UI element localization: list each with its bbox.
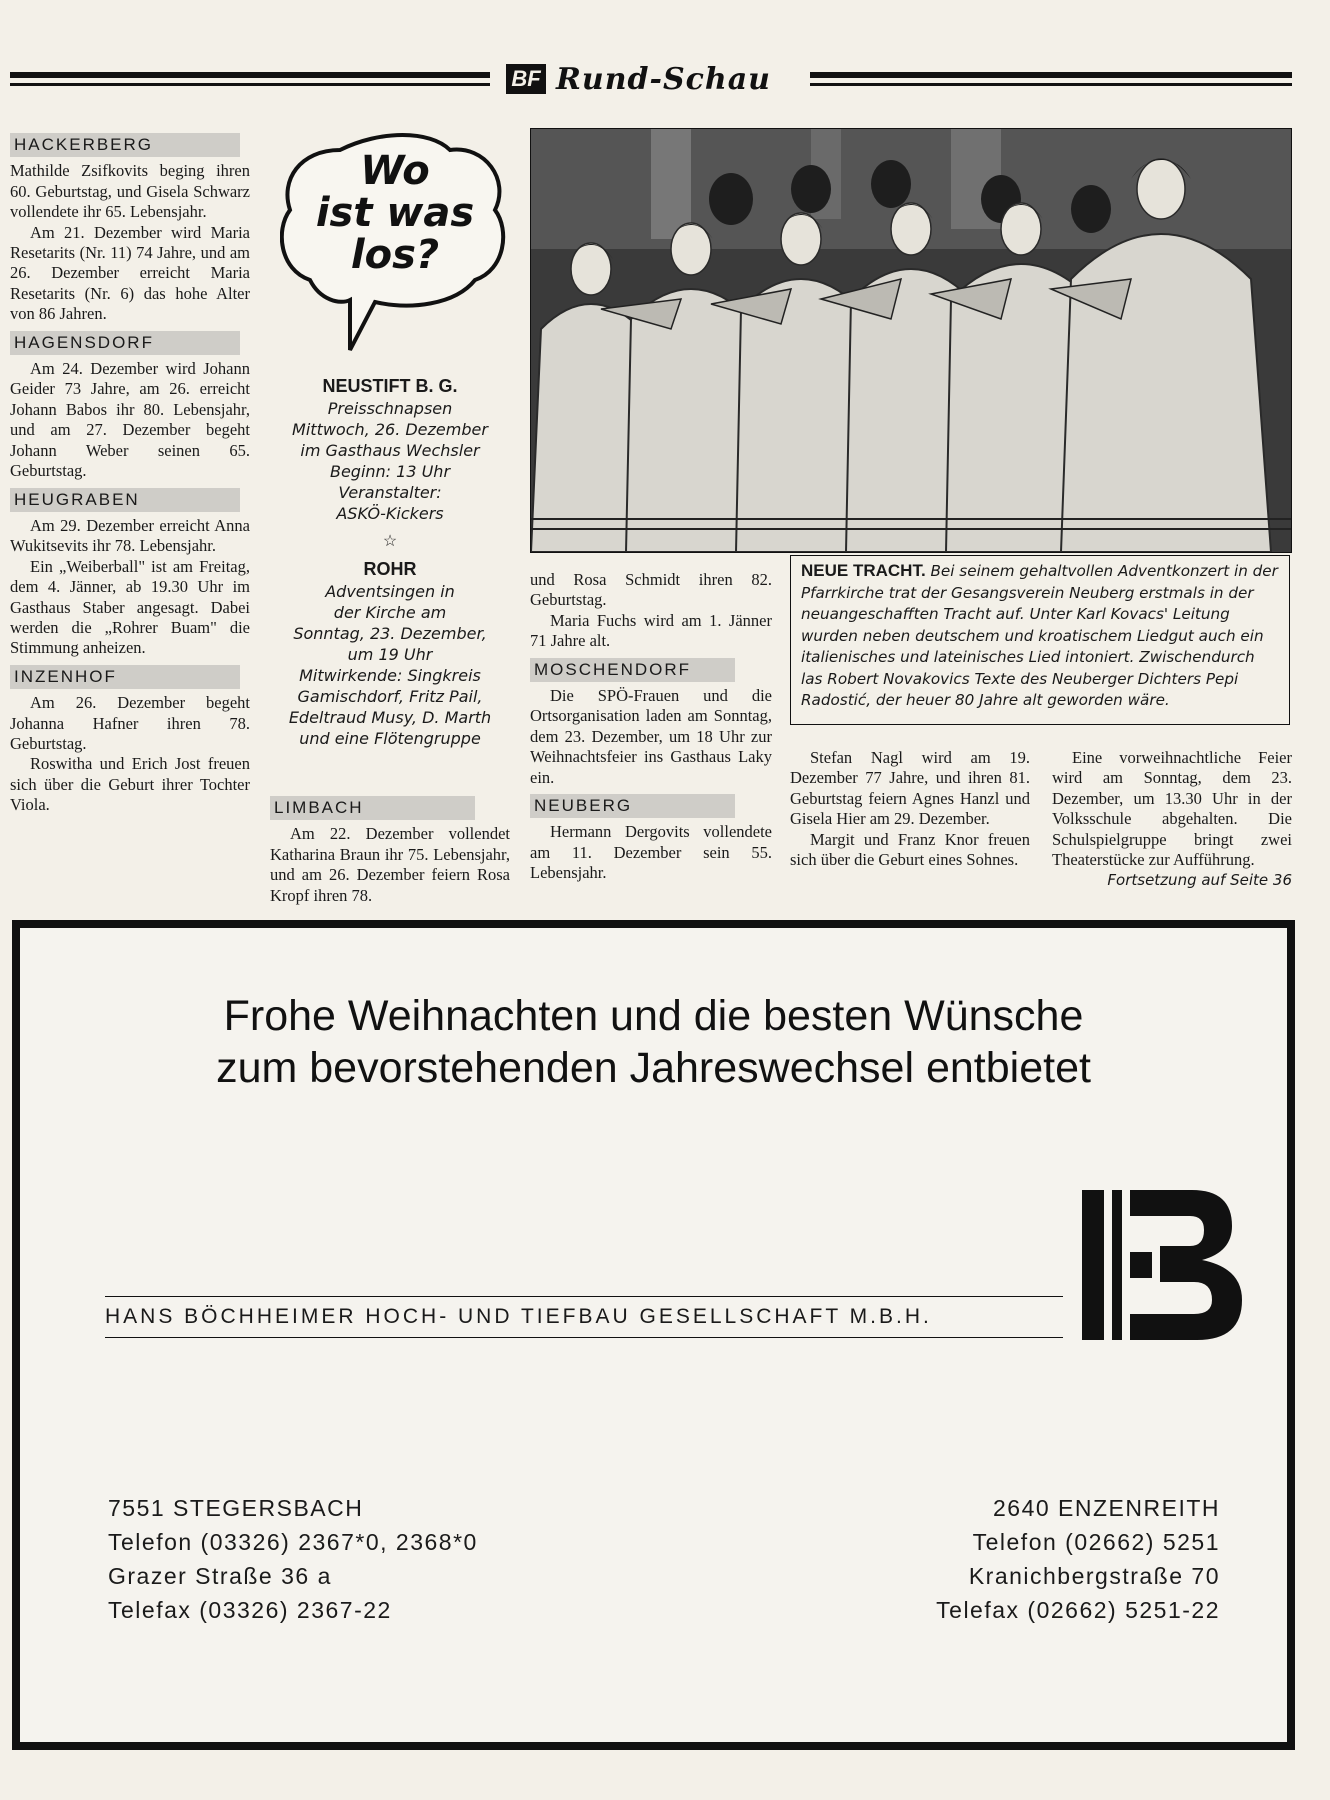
event-line: der Kirche am: [333, 603, 447, 623]
choir-photo-image: [531, 129, 1291, 552]
caption-text: Bei seinem gehaltvollen Adventkonzert in der Pfarrkirche trat der Gesangsverein Neuberg erstmals in der neuangeschafften Tracht auf. Unter Karl Kovacs' Leitung wurden neben deutschem und kroatischem Liedgut auch ein italienisches und lateinisches Lied intoniert. Zwischendurch las Robert Novakovics Texte des Neuberger Dichters Pepi Radostić, der heuer 80 Jahre alt geworden wäre.: [801, 562, 1278, 709]
event-line: Edeltraud Musy, D. Marth: [288, 708, 492, 728]
masthead-logo: BF: [506, 64, 546, 94]
section-heading: INZENHOF: [10, 665, 240, 689]
ad-greeting-line: Frohe Weihnachten und die besten Wünsche: [223, 992, 1084, 1040]
article-paragraph: Am 26. Dezember begeht Johanna Hafner ihren 78. Geburtstag.: [10, 693, 250, 753]
article-paragraph: Margit und Franz Knor freuen sich über die Geburt eines Sohnes.: [790, 829, 1030, 870]
address-line: Telefon (03326) 2367*0, 2368*0: [108, 1529, 478, 1555]
event-line: im Gasthaus Wechsler: [300, 441, 480, 461]
article-paragraph: und Rosa Schmidt ihren 82. Geburtstag.: [530, 570, 772, 610]
event-line: und eine Flötengruppe: [299, 729, 481, 749]
section-heading: MOSCHENDORF: [530, 658, 735, 682]
caption-kicker: NEUE TRACHT.: [801, 561, 926, 580]
ad-greeting-line: zum bevorstehenden Jahreswechsel entbietet: [216, 1044, 1091, 1092]
address-line: Telefon (02662) 5251: [972, 1529, 1220, 1555]
article-paragraph: Am 21. Dezember wird Maria Resetarits (Nr. 11) 74 Jahre, und am 26. Dezember erreicht Maria Resetarits (Nr. 6) das hohe Alter von 86 Jahren.: [10, 222, 250, 324]
address-line: 7551 STEGERSBACH: [108, 1495, 364, 1521]
address-stegersbach: [108, 1491, 478, 1627]
address-line: Kranichbergstraße 70: [968, 1563, 1220, 1589]
continued-note: Fortsetzung auf Seite 36: [1107, 871, 1292, 890]
article-paragraph: Stefan Nagl wird am 19. Dezember 77 Jahre, und ihren 81. Geburtstag feiern Agnes Hanzl und Gisela Hier am 29. Dezember.: [790, 748, 1030, 829]
ad-greeting: [20, 990, 1287, 1094]
photo-caption: [790, 555, 1290, 725]
hb-logo: [1082, 1190, 1252, 1340]
event-line: Mittwoch, 26. Dezember: [292, 420, 488, 440]
event-line: Veranstalter:: [338, 483, 442, 503]
column-5: [1052, 748, 1292, 891]
address-line: Telefax (02662) 5251-22: [936, 1597, 1220, 1623]
advertisement: [12, 920, 1295, 1750]
article-paragraph: Roswitha und Erich Jost freuen sich über die Geburt ihrer Tochter Viola.: [10, 754, 250, 815]
column-4: [790, 748, 1030, 870]
event-line: um 19 Uhr: [347, 645, 433, 665]
event-line: Beginn: 13 Uhr: [329, 462, 451, 482]
events-column: [275, 370, 505, 749]
section-heading: NEUBERG: [530, 794, 735, 818]
article-paragraph: Maria Fuchs wird am 1. Jänner 71 Jahre alt.: [530, 610, 772, 651]
bubble-text: [280, 150, 510, 276]
event-line: Gamischdorf, Fritz Pail,: [297, 687, 483, 707]
article-paragraph: Am 29. Dezember erreicht Anna Wukitsevits ihr 78. Lebensjahr.: [10, 515, 250, 556]
article-paragraph: Am 24. Dezember wird Johann Geider 73 Jahre, am 26. erreicht Johann Babos ihr 80. Lebensjahr, und am 27. Dezember begeht Johann Weber seinen 65. Geburtstag.: [10, 359, 250, 481]
article-paragraph: Hermann Dergovits vollendete am 11. Dezember sein 55. Lebensjahr.: [530, 822, 772, 883]
address-line: 2640 ENZENREITH: [992, 1495, 1220, 1521]
event-line: Adventsingen in: [325, 582, 455, 602]
event-line: Preisschnapsen: [327, 399, 453, 419]
section-heading: HAGENSDORF: [10, 331, 240, 355]
star-divider: ☆: [382, 533, 398, 551]
address-line: Grazer Straße 36 a: [108, 1563, 332, 1589]
section-heading: HEUGRABEN: [10, 488, 240, 512]
ad-company-name: HANS BÖCHHEIMER HOCH- UND TIEFBAU GESELLSCHAFT M.B.H.: [105, 1296, 1063, 1338]
masthead-rule-left: [10, 72, 490, 86]
article-paragraph: Ein „Weiberball" ist am Freitag, dem 4. Jänner, ab 19.30 Uhr im Gasthaus Staber angesagt. Dabei werden die „Rohrer Buam" die Stimmung anheizen.: [10, 556, 250, 658]
bubble-line: Wo: [360, 148, 430, 194]
bubble-line: los?: [350, 232, 440, 278]
section-heading: HACKERBERG: [10, 133, 240, 157]
column-2-lower: [270, 790, 510, 906]
article-paragraph: Eine vorweihnachtliche Feier wird am Sonntag, dem 23. Dezember, um 13.30 Uhr in der Volksschule abgehalten. Die Schulspielgruppe bringt zwei Theaterstücke zur Aufführung.: [1052, 748, 1292, 870]
address-line: Telefax (03326) 2367-22: [108, 1597, 392, 1623]
column-1: [10, 127, 250, 816]
event-title: NEUSTIFT B. G.: [322, 376, 458, 396]
article-paragraph: Mathilde Zsifkovits beging ihren 60. Geburtstag, und Gisela Schwarz vollendete ihr 65. Lebensjahr.: [10, 161, 250, 222]
event-title: ROHR: [363, 558, 417, 579]
bubble-line: ist was: [315, 190, 475, 236]
speech-bubble: [280, 130, 510, 360]
section-heading: LIMBACH: [270, 796, 475, 820]
address-enzenreith: [740, 1491, 1220, 1627]
choir-photo: [530, 128, 1292, 553]
event-line: ASKÖ-Kickers: [336, 504, 444, 524]
column-3: [530, 570, 772, 884]
masthead: [10, 64, 1292, 104]
masthead-title: Rund-Schau: [556, 62, 771, 97]
event-line: Mitwirkende: Singkreis: [299, 666, 481, 686]
event-line: Sonntag, 23. Dezember,: [293, 624, 487, 644]
article-paragraph: Die SPÖ-Frauen und die Ortsorganisation laden am Sonntag, dem 23. Dezember, um 18 Uhr zur Weihnachtsfeier ins Gasthaus Laky ein.: [530, 686, 772, 787]
masthead-rule-right: [810, 72, 1292, 86]
article-paragraph: Am 22. Dezember vollendet Katharina Braun ihr 75. Lebensjahr, und am 26. Dezember feiern Rosa Kropf ihren 78.: [270, 824, 510, 905]
